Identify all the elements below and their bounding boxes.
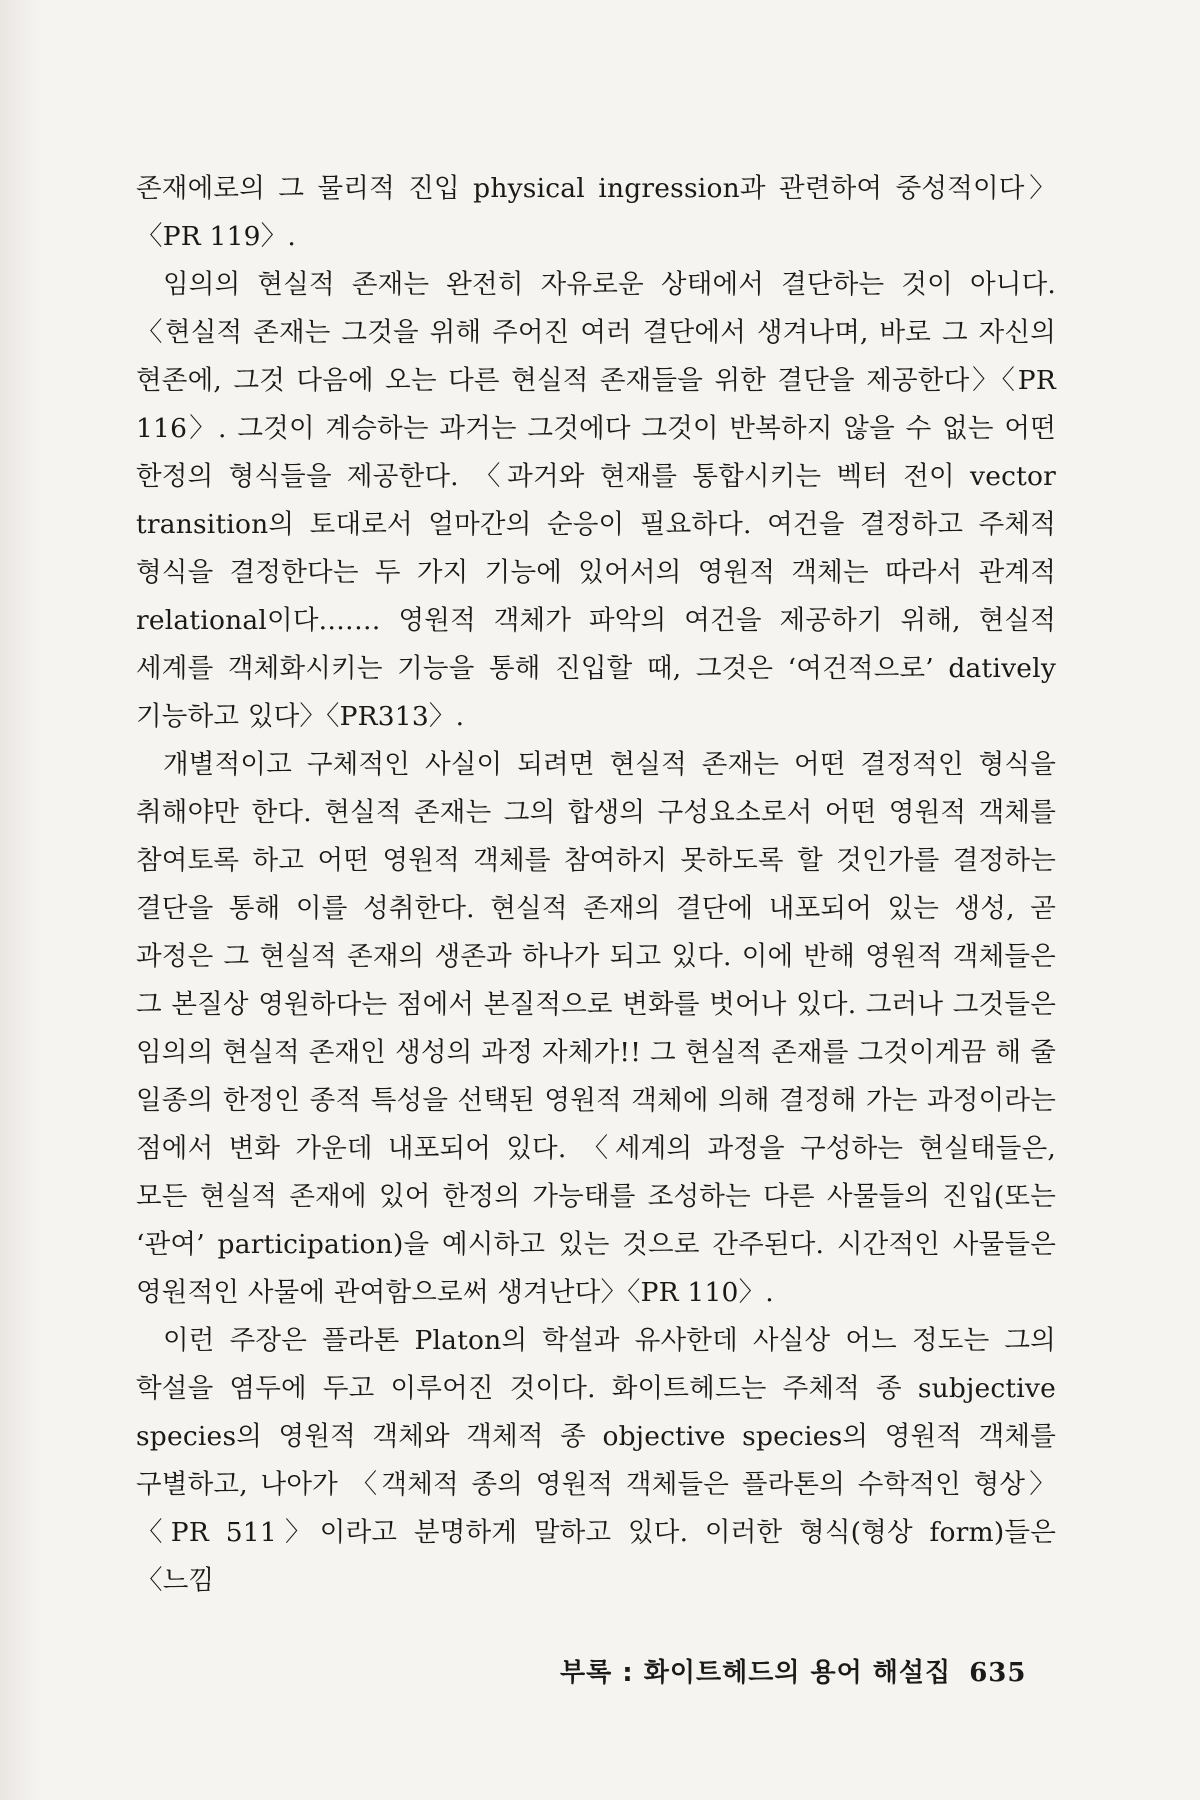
body-text: [136, 165, 1056, 1605]
paragraph-decision: 임의의 현실적 존재는 완전히 자유로운 상태에서 결단하는 것이 아니다. 〈현실적 존재는 그것을 위해 주어진 여러 결단에서 생겨나며, 바로 그 자신의 현존에, 그것 다음에 오는 다른 현실적 존재들을 위한 결단을 제공한다〉〈PR 116〉. 그것이 계승하는 과거는 그것에다 그것이 반복하지 않을 수 없는 어떤 한정의 형식들을 제공한다. 〈과거와 현재를 통합시키는 벡터 전이 vector transition의 토대로서 얼마간의 순응이 필요하다. 여건을 결정하고 주체적 형식을 결정한다는 두 가지 기능에 있어서의 영원적 객체는 따라서 관계적 relational이다.…… 영원적 객체가 파악의 여건을 제공하기 위해, 현실적 세계를 객체화시키는 기능을 통해 진입할 때, 그것은 ‘여건적으로’ datively 기능하고 있다〉〈PR313〉.: [136, 269, 1056, 732]
paragraph-continuation: 존재에로의 그 물리적 진입 physical ingression과 관련하여 중성적이다〉〈PR 119〉.: [136, 173, 1056, 252]
paragraph-platon: 이런 주장은 플라톤 Platon의 학설과 유사한데 사실상 어느 정도는 그의 학설을 염두에 두고 이루어진 것이다. 화이트헤드는 주체적 종 subjective species의 영원적 객체와 객체적 종 objective species의 영원적 객체를 구별하고, 나아가 〈객체적 종의 영원적 객체들은 플라톤의 수학적인 형상〉〈PR 511〉이라고 분명하게 말하고 있다. 이러한 형식(형상 form)들은 〈느낌: [136, 1325, 1056, 1596]
running-title: 부록 : 화이트헤드의 용어 해설집: [560, 1658, 952, 1688]
page-footer: [560, 1652, 1060, 1689]
page-number: 635: [969, 1658, 1027, 1688]
paragraph-definite-form: 개별적이고 구체적인 사실이 되려면 현실적 존재는 어떤 결정적인 형식을 취해야만 한다. 현실적 존재는 그의 합생의 구성요소로서 어떤 영원적 객체를 참여토록 하고 어떤 영원적 객체를 참여하지 못하도록 할 것인가를 결정하는 결단을 통해 이를 성취한다. 현실적 존재의 결단에 내포되어 있는 생성, 곧 과정은 그 현실적 존재의 생존과 하나가 되고 있다. 이에 반해 영원적 객체들은 그 본질상 영원하다는 점에서 본질적으로 변화를 벗어나 있다. 그러나 그것들은 임의의 현실적 존재인 생성의 과정 자체가!! 그 현실적 존재를 그것이게끔 해 줄 일종의 한정인 종적 특성을 선택된 영원적 객체에 의해 결정해 가는 과정이라는 점에서 변화 가운데 내포되어 있다. 〈세계의 과정을 구성하는 현실태들은, 모든 현실적 존재에 있어 한정의 가능태를 조성하는 다른 사물들의 진입(또는 ‘관여’ participation)을 예시하고 있는 것으로 간주된다. 시간적인 사물들은 영원적인 사물에 관여함으로써 생겨난다〉〈PR 110〉.: [136, 749, 1056, 1308]
page-gutter-shadow: [0, 0, 40, 1800]
